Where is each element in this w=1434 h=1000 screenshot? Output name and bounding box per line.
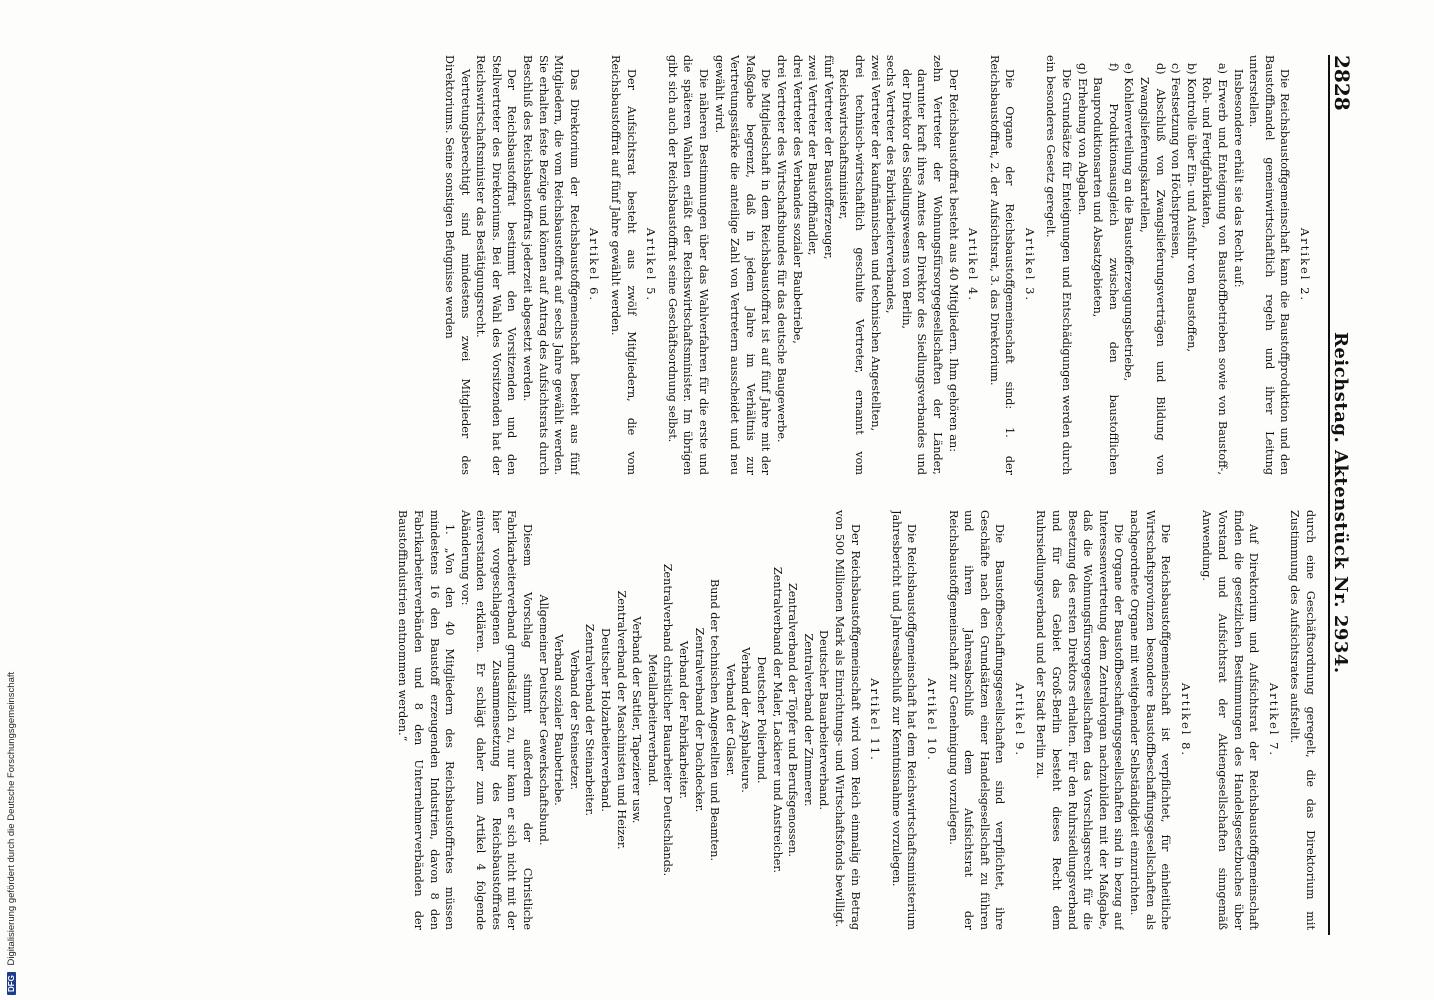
dfg-logo: DFG	[7, 972, 16, 995]
article-2-item: a) Erwerb und Enteignung von Baustoffbetrieben sowie von Baustoff-, Roh- und Fertigfabrikaten,	[1200, 63, 1230, 475]
signatory-organization: Verband sozialer Baubetriebe.	[552, 634, 566, 806]
signatory-organization: Zentralverband der Zimmerer.	[801, 633, 815, 807]
council-member-entry: zehn Vertreter der Wohnungsfürsorgegesellschaften der Länder, darunter kraft ihres Amtes der Direktor des Siedlungsverbandes und der Direktor des Siedlungswesens von Berlin,	[899, 55, 944, 475]
closing-paragraph: 1. „Von den 40 Mitgliedern des Reichsbaustoffrates müssen mindestens 16 den Baustoff erzeugenden Industrien, davon 8 den Fabrikarbeiterverbänden und 8 den Unternehmerverbänden der Baustoffindustrien entnommen werden.“	[396, 510, 457, 930]
signatory-organization: Zentralverband der Dachdecker.	[692, 627, 706, 813]
article-2-item: e) Kohlenverteilung an die Baustofferzeugungsbetriebe,	[1122, 63, 1136, 382]
signatory-organization: Verband der Steinsetzer.	[567, 649, 581, 791]
page-header	[1328, 55, 1370, 935]
article-2-paragraph: Die Grundsätze für Enteignungen und Entschädigungen werden durch ein besonderes Gesetz geregelt.	[1044, 55, 1074, 475]
council-member-entry: zwei Vertreter der kaufmännischen und technischen Angestellten,	[868, 55, 882, 432]
digitization-footer	[6, 672, 17, 995]
left-column	[118, 55, 1318, 475]
signatory-organization: Zentralverband der Maler, Lackierer und Anstreicher.	[770, 566, 784, 874]
article-6-paragraph: Der Reichsbaustoffrat bestimmt den Vorsitzenden und den Stellvertreter des Direktoriums. Bei der Wahl des Vorsitzenden hat der Reichswirtschaftsminister das Bestätigungsrecht.	[474, 55, 519, 475]
article-6-paragraph: Das Direktorium der Reichsbaustoffgemeinschaft besteht aus fünf Mitgliedern, die vom Reichsbaustoffrat auf sechs Jahre gewählt werden. Sie erhalten feste Bezüge und können auf Antrag des Aufsichtsrats durch Beschluß des Reichsbaustoffrats jederzeit abgesetzt werden.	[521, 55, 581, 475]
article-2-paragraph: Die Reichsbaustoffgemeinschaft kann die Baustoffproduktion und den Baustoffhandel gemeinwirtschaftlich regeln und ihrer Leitung unterstellen.	[1247, 55, 1292, 475]
running-title: Reichstag. Aktenstück Nr. 2934.	[1330, 331, 1351, 674]
article-11-heading: Artikel 11.	[868, 678, 883, 762]
signatory-organization: Verband der Sattler, Tapezierer usw.	[630, 616, 644, 824]
signatory-organization: Allgemeiner Deutscher Gewerkschaftsbund.	[536, 594, 550, 846]
article-2-item: b) Kontrolle über Ein- und Ausfuhr von Baustoffen,	[1184, 63, 1198, 352]
digitization-note: Digitalisierung gefördert durch die Deutsche Forschungsgemeinschaft	[6, 671, 17, 966]
article-9-heading: Artikel 9.	[1012, 682, 1027, 758]
article-6-heading: Artikel 6.	[587, 227, 602, 303]
council-member-entry: drei Vertreter des Verbandes sozialer Baubetriebe,	[790, 55, 804, 344]
article-4-paragraph: Die Mitgliedschaft in dem Reichsbaustoffrat ist auf fünf Jahre mit der Maßgabe begrenzt, daß in jedem Jahre im Verhältnis zur Vertretungsstärke die anteilige Zahl von Vertretern ausscheidet und neu gewählt wird.	[712, 55, 773, 475]
page-number: 2828	[1330, 55, 1354, 111]
council-member-entry: drei Vertreter des Wirtschaftsbundes für das deutsche Baugewerbe.	[775, 55, 788, 443]
signatory-organization: Zentralverband christlicher Bauarbeiter Deutschlands.	[661, 563, 675, 877]
article-5-paragraph: Der Aufsichtsrat besteht aus zwölf Mitgliedern, die vom Reichsbaustoffrat auf fünf Jahre gewählt werden.	[609, 55, 638, 475]
article-4-heading: Artikel 4.	[966, 227, 981, 303]
council-member-entry: sechs Vertreter des Fabrikarbeiterverbandes,	[884, 55, 898, 314]
signatory-organization: Verband der Fabrikarbeiter.	[677, 640, 691, 800]
article-2-item: d) Abschluß von Zwangslieferungsverträgen und Bildung von Zwangslieferungskartellen,	[1138, 63, 1167, 475]
signatory-organization: Deutscher Polierbund.	[755, 656, 768, 784]
article-10-paragraph: Die Reichsbaustoffgemeinschaft hat dem Reichswirtschaftsministerium Jahresbericht und Jahresabschluß zur Kenntnisnahme vorzulegen.	[889, 510, 919, 930]
closing-paragraph: Diesem Vorschlag stimmt außerdem der Christliche Fabrikarbeiterverband grundsätzlich zu, nur kann er sich nicht mit der hier vorgeschlagenen Zusammensetzung des Reichsbaustoffrates einverstanden erklären. Er schlägt daher zum Artikel 4 folgende Abänderung vor:	[458, 510, 535, 930]
article-2-item: f) Produktionsausgleich zwischen den baustofflichen Bauproduktionsarten und Absatzgebieten,	[1091, 63, 1120, 475]
signatory-organization: Deutscher Bauarbeiterverband.	[817, 629, 831, 810]
article-5-heading: Artikel 5.	[644, 227, 659, 303]
signatory-organization: Verband der Asphalteure.	[739, 647, 753, 793]
signatory-organization: Bund der technischen Angestellten und Beamten.	[708, 578, 722, 862]
article-10-heading: Artikel 10.	[924, 678, 939, 762]
article-2-item: g) Erhebung von Abgaben.	[1075, 63, 1089, 216]
article-4-paragraph: Der Reichsbaustoffrat besteht aus 40 Mitgliedern. Ihm gehören an:	[946, 69, 960, 453]
council-member-entry: zwei Vertreter der Baustoffhändler,	[806, 55, 820, 256]
signatory-organization: Deutscher Holzarbeiterverband.	[599, 628, 613, 812]
article-7-paragraph: Auf Direktorium und Aufsichtsrat der Reichsbaustoffgemeinschaft finden die gesetzlichen Bestimmungen des Handelsgesetzbuches über Vorstand und Aufsichtsrat der Aktiengesellschaften sinngemäß Anwendung.	[1200, 510, 1261, 930]
article-11-paragraph: Der Reichsbaustoffgemeinschaft wird vom Reich einmalig ein Betrag von 500 Millionen Mark als Einrichtungs- und Wirtschaftsfonds bewilligt.	[832, 510, 862, 930]
article-4-paragraph: Die näheren Bestimmungen über das Wahlverfahren für die erste und die späteren Wahlen erläßt der Reichswirtschaftsminister. Im übrigen gibt sich auch der Reichsbaustoffrat seine Geschäftsordnung selbst.	[665, 55, 711, 475]
article-2-item: c) Festsetzung von Höchstpreisen,	[1169, 63, 1183, 259]
article-8-paragraph: Die Reichsbaustoffgemeinschaft ist verpflichtet, für einheitliche Wirtschaftsprovinzen besondere Baustoffbeschaffungsgesellschaften als nachgeordnete Organe mit weitgehender Selbständigkeit einzurichten.	[1128, 510, 1173, 930]
rotated-document	[90, 55, 1370, 935]
council-member-entry: drei technisch-wirtschaftlich geschulte Vertreter, ernannt vom Reichswirtschaftsminister,	[837, 55, 866, 475]
article-2-heading: Artikel 2.	[1298, 227, 1312, 303]
signatory-organization: Zentralverband der Töpfer und Berufsgenossen.	[786, 582, 800, 857]
signatory-organization: Zentralverband der Steinarbeiter.	[583, 623, 597, 817]
signatory-organization: Verband der Glaser.	[723, 663, 737, 777]
article-9-paragraph: Die Baustoffbeschaffungsgesellschaften sind verpflichtet, ihre Geschäfte nach den Grundsätzen einer Handelsgesellschaft zu führen und ihren Jahresabschluß dem Aufsichtsrat der Reichsbaustoffgemeinschaft zur Genehmigung vorzulegen.	[946, 510, 1007, 930]
right-column	[118, 510, 1318, 930]
council-member-entry: fünf Vertreter der Baustofferzeuger,	[821, 55, 835, 260]
article-8-heading: Artikel 8.	[1178, 682, 1193, 758]
article-3-heading: Artikel 3.	[1022, 227, 1037, 303]
signatory-organization: Metallarbeiterverband.	[645, 653, 659, 787]
article-2-paragraph: Insbesondere erhält sie das Recht auf:	[1231, 69, 1245, 288]
article-8-paragraph: Die Organe der Baustoffbeschaffungsgesellschaften sind in bezug auf Interessenvertretung dem Zentralorgan nachzubilden mit der Maßgabe, daß die Wohnungsfürsorgegesellschaften das Vorschlagsrecht für die Besetzung des ersten Direktors erhalten. Für den Ruhrsiedlungsverband und für das Gebiet Groß-Berlin besteht dieses Recht dem Ruhrsiedlungsverband und der Stadt Berlin zu.	[1034, 510, 1126, 930]
article-3-paragraph: Die Organe der Reichsbaustoffgemeinschaft sind: 1. der Reichsbaustoffrat, 2. der Aufsichtsrat, 3. das Direktorium.	[987, 55, 1017, 475]
signatory-organization: Zentralverband der Maschinisten und Heizer.	[614, 590, 628, 850]
continuation-paragraph: durch eine Geschäftsordnung geregelt, die das Direktorium mit Zustimmung des Aufsichtsrates aufstellt.	[1288, 510, 1317, 930]
article-6-paragraph: Vertretungsberechtigt sind mindestens zwei Mitglieder des Direktoriums. Seine sonstigen Befugnisse werden	[443, 55, 472, 475]
article-7-heading: Artikel 7.	[1266, 682, 1281, 758]
